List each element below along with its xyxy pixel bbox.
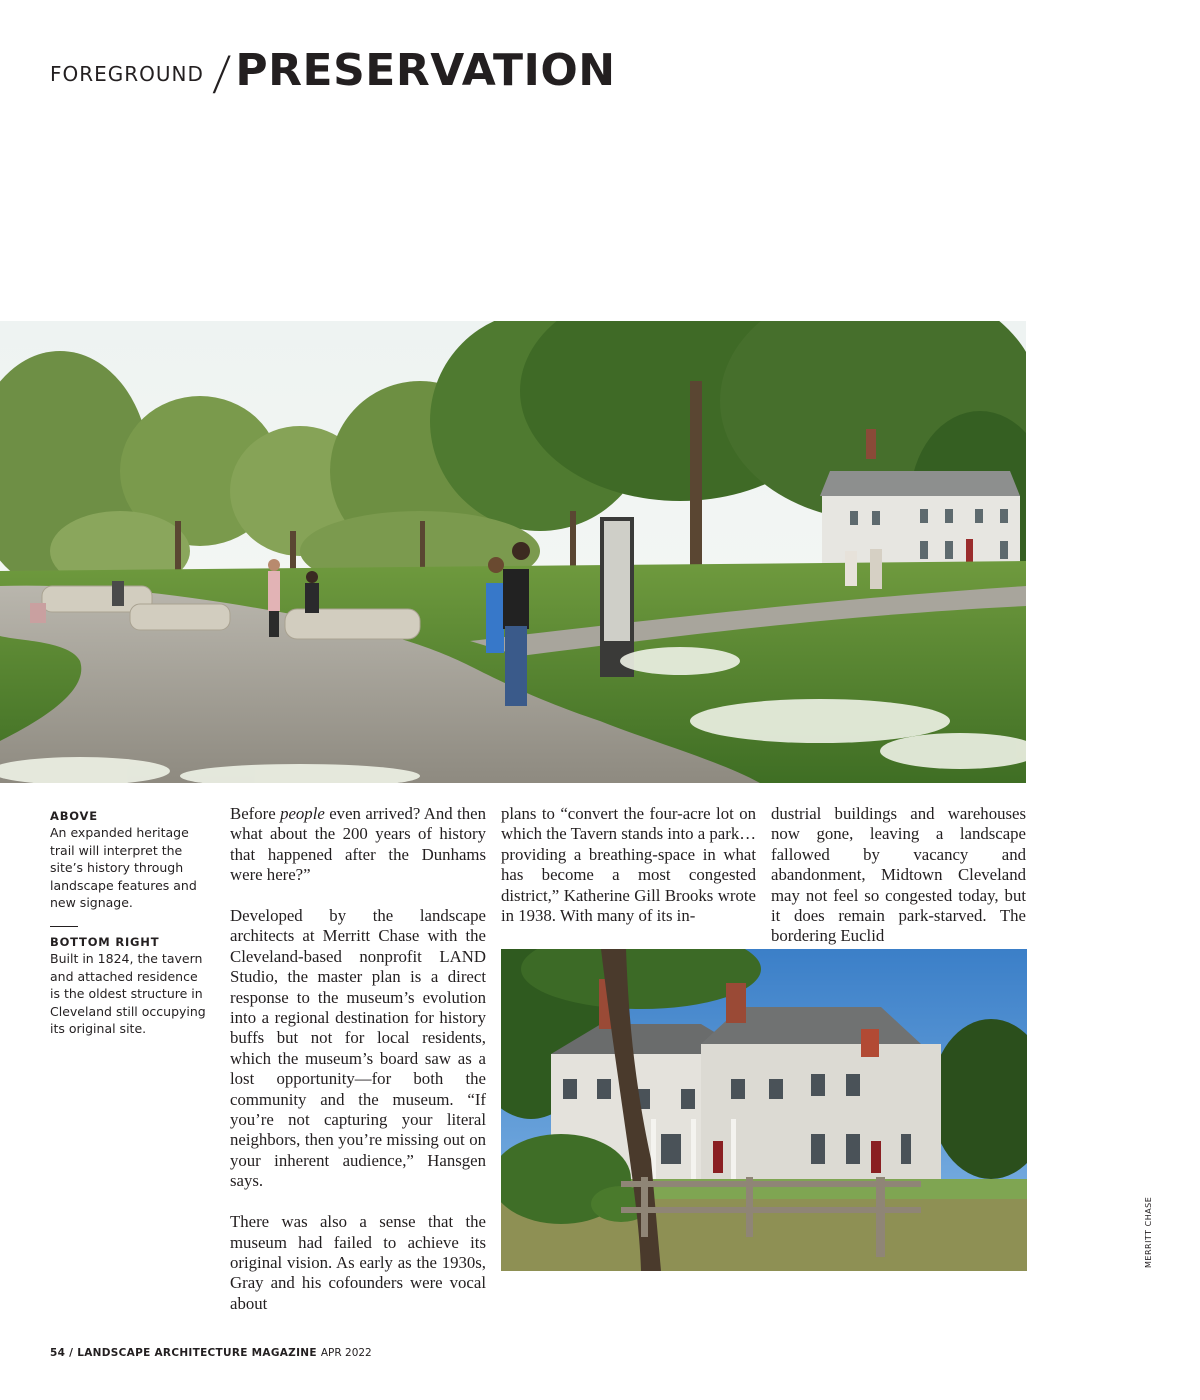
body-text: even arrived? And then what about the 200 years of history that happened after the Dunhams were here?” (230, 804, 486, 885)
body-column-1 (230, 804, 486, 1314)
body-column-2 (501, 804, 756, 926)
body-paragraph: plans to “convert the four-acre lot on which the Tavern stands into a park…providing a breathing-space in what has become a most congested district,” Katherine Gill Brooks wrote in 1938. With many of its in- (501, 804, 756, 926)
section-kicker: FOREGROUND (50, 62, 204, 86)
caption-label-bottom-right: BOTTOM RIGHT (50, 934, 160, 949)
section-header (50, 45, 616, 100)
header-slash: / (211, 46, 233, 100)
caption-text-above: An expanded heritage trail will interpret the site’s history through landscape features and new signage. (50, 825, 197, 911)
caption-divider (50, 926, 78, 927)
body-text: Before (230, 804, 281, 823)
body-column-3 (771, 804, 1026, 947)
photo-credit: MERRITT CHASE (1144, 1196, 1153, 1268)
caption-text-bottom-right: Built in 1824, the tavern and attached residence is the oldest structure in Cleveland still occupying its original site. (50, 950, 206, 1037)
tavern-image (501, 949, 1027, 1271)
caption-block (50, 808, 210, 1038)
page-footer (50, 1347, 372, 1359)
section-title: PRESERVATION (235, 45, 616, 96)
magazine-name: LANDSCAPE ARCHITECTURE MAGAZINE (77, 1347, 317, 1359)
body-paragraph (230, 804, 486, 886)
issue-date: APR 2022 (320, 1347, 372, 1359)
page-number: 54 (50, 1347, 66, 1359)
body-paragraph: There was also a sense that the museum had failed to achieve its original vision. As early as the 1930s, Gray and his cofounders were vocal about (230, 1212, 486, 1313)
emphasis-text: people (280, 804, 325, 823)
body-paragraph: dustrial buildings and warehouses now gone, leaving a landscape fallowed by vacancy and abandonment, Midtown Cleveland may not feel so congested today, but it does remain park-starved. The bordering Euclid (771, 804, 1026, 946)
body-paragraph: Developed by the landscape architects at Merritt Chase with the Cleveland-based nonprofit LAND Studio, the master plan is a direct response to the museum’s evolution into a regional destination for history buffs but not for local residents, which the museum’s board saw as a lost opportunity—for both the community and the museum. “If you’re not capturing your literal neighbors, then you’re missing out on your inherent audience,” Hansgen says. (230, 906, 486, 1191)
caption-label-above: ABOVE (50, 809, 98, 823)
footer-separator: / (65, 1347, 78, 1359)
dunham-tavern-photo (501, 949, 1027, 1271)
heritage-trail-rendering (0, 321, 1026, 783)
hero-image (0, 321, 1026, 783)
